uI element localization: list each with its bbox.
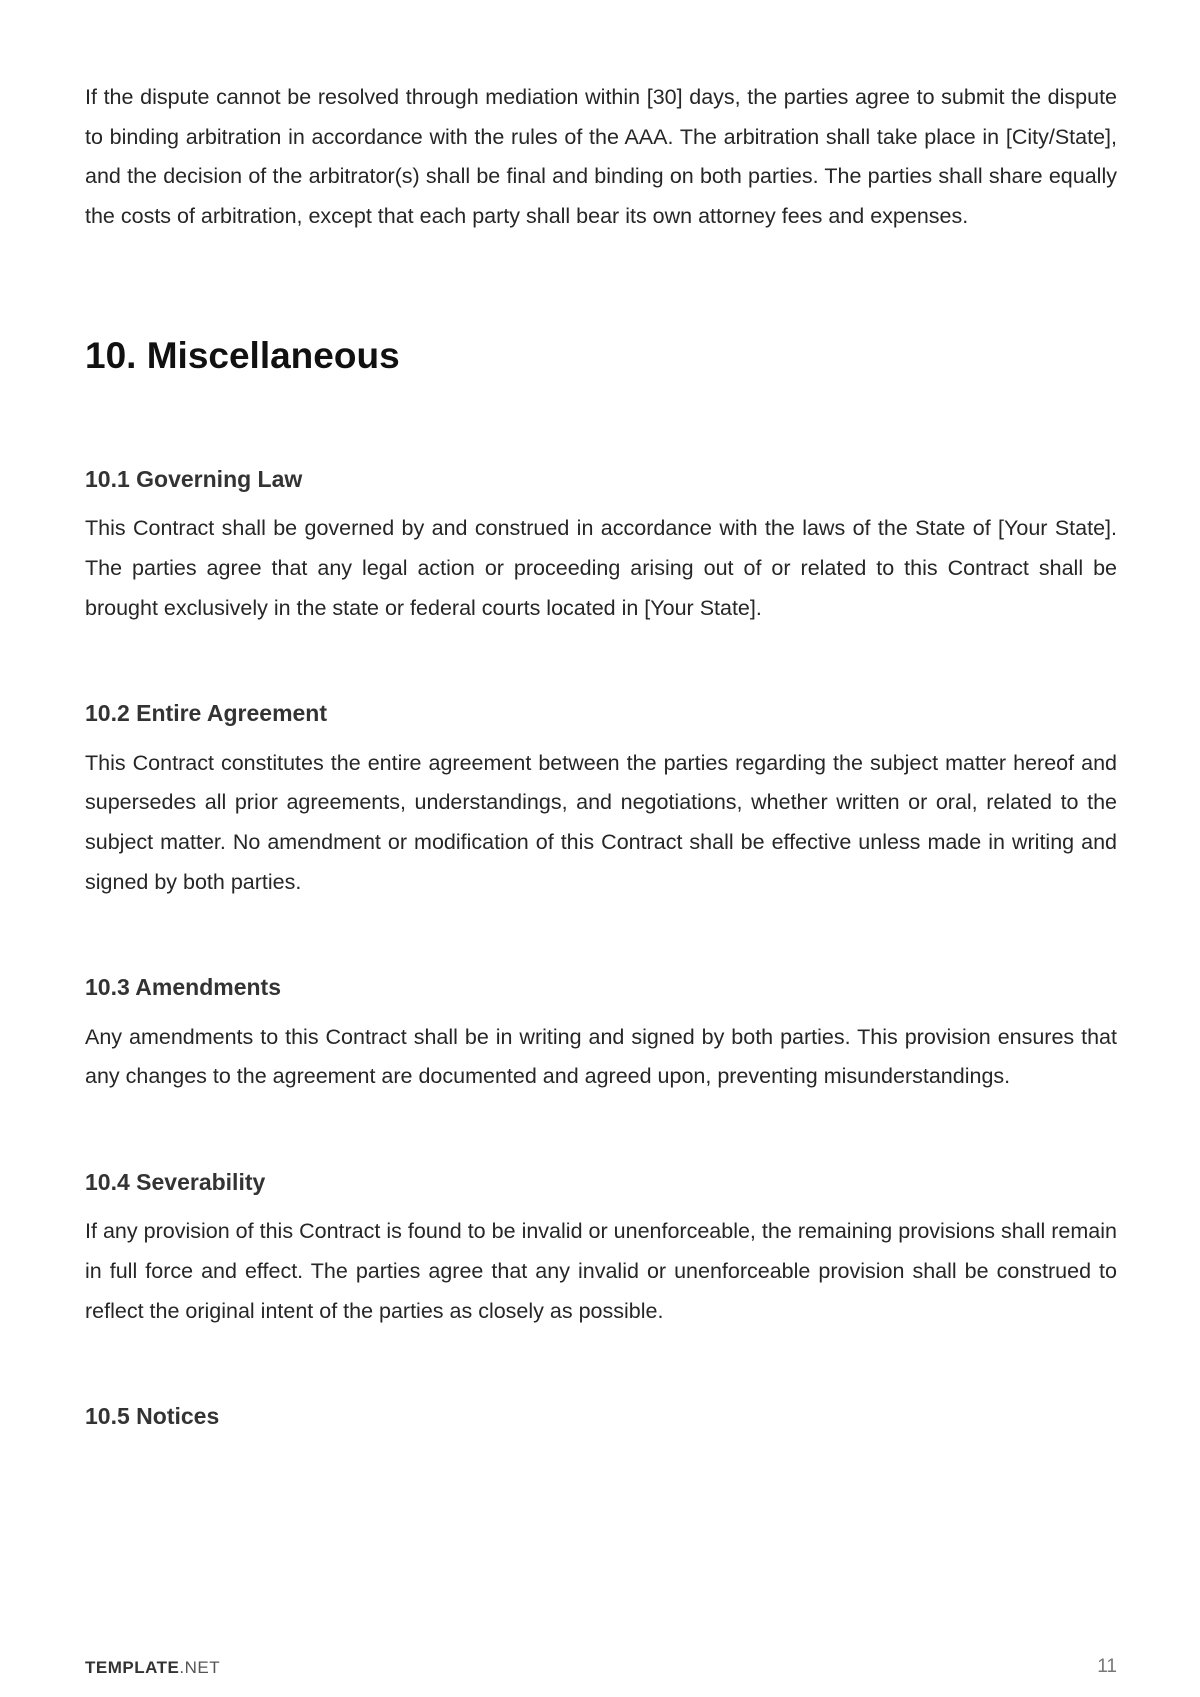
subsection-heading: 10.2 Entire Agreement	[85, 700, 328, 727]
subsection-amendments	[85, 974, 1117, 1097]
subsection-text: This Contract constitutes the entire agreement between the parties regarding the subject matter hereof and supersedes all prior agreements, understandings, and negotiations, whether written or oral, related to the subject matter. No amendment or modification of this Contract shall be effective unless made in writing and signed by both parties.	[85, 750, 1117, 894]
intro-paragraph: If the dispute cannot be resolved through mediation within [30] days, the parties agree to submit the dispute to binding arbitration in accordance with the rules of the AAA. The arbitration shall take place in [City/State], and the decision of the arbitrator(s) shall be final and binding on both parties. The parties shall share equally the costs of arbitration, except that each party shall bear its own attorney fees and expenses.	[85, 85, 1117, 228]
subsection-governing-law	[85, 466, 1117, 628]
brand-suffix: .NET	[179, 1658, 221, 1677]
section-title: 10. Miscellaneous	[85, 335, 400, 377]
subsection-heading: 10.4 Severability	[85, 1168, 266, 1195]
page-footer	[85, 1658, 1117, 1682]
subsection-text: This Contract shall be governed by and construed in accordance with the laws of the State of [Your State]. The parties agree that any legal action or proceeding arising out of or related to this Contract shall be brought exclusively in the state or federal courts located in [Your State].	[85, 516, 1117, 620]
subsection-text: Any amendments to this Contract shall be in writing and signed by both parties. This provision ensures that any changes to the agreement are documented and agreed upon, preventing misunderstandings.	[85, 1024, 1117, 1089]
subsection-notices	[85, 1403, 1117, 1431]
document-page	[85, 78, 1117, 1431]
brand-main: TEMPLATE	[85, 1658, 180, 1677]
subsection-entire-agreement	[85, 700, 1117, 902]
page-number: 11	[1097, 1656, 1117, 1677]
subsection-severability	[85, 1169, 1117, 1331]
subsection-heading: 10.3 Amendments	[85, 974, 281, 1001]
subsection-heading: 10.5 Notices	[85, 1403, 220, 1430]
subsection-text: If any provision of this Contract is found to be invalid or unenforceable, the remaining provisions shall remain in full force and effect. The parties agree that any invalid or unenforceable provision shall be construed to reflect the original intent of the parties as closely as possible.	[85, 1219, 1117, 1323]
subsection-heading: 10.1 Governing Law	[85, 465, 303, 492]
brand-logo	[85, 1658, 220, 1678]
